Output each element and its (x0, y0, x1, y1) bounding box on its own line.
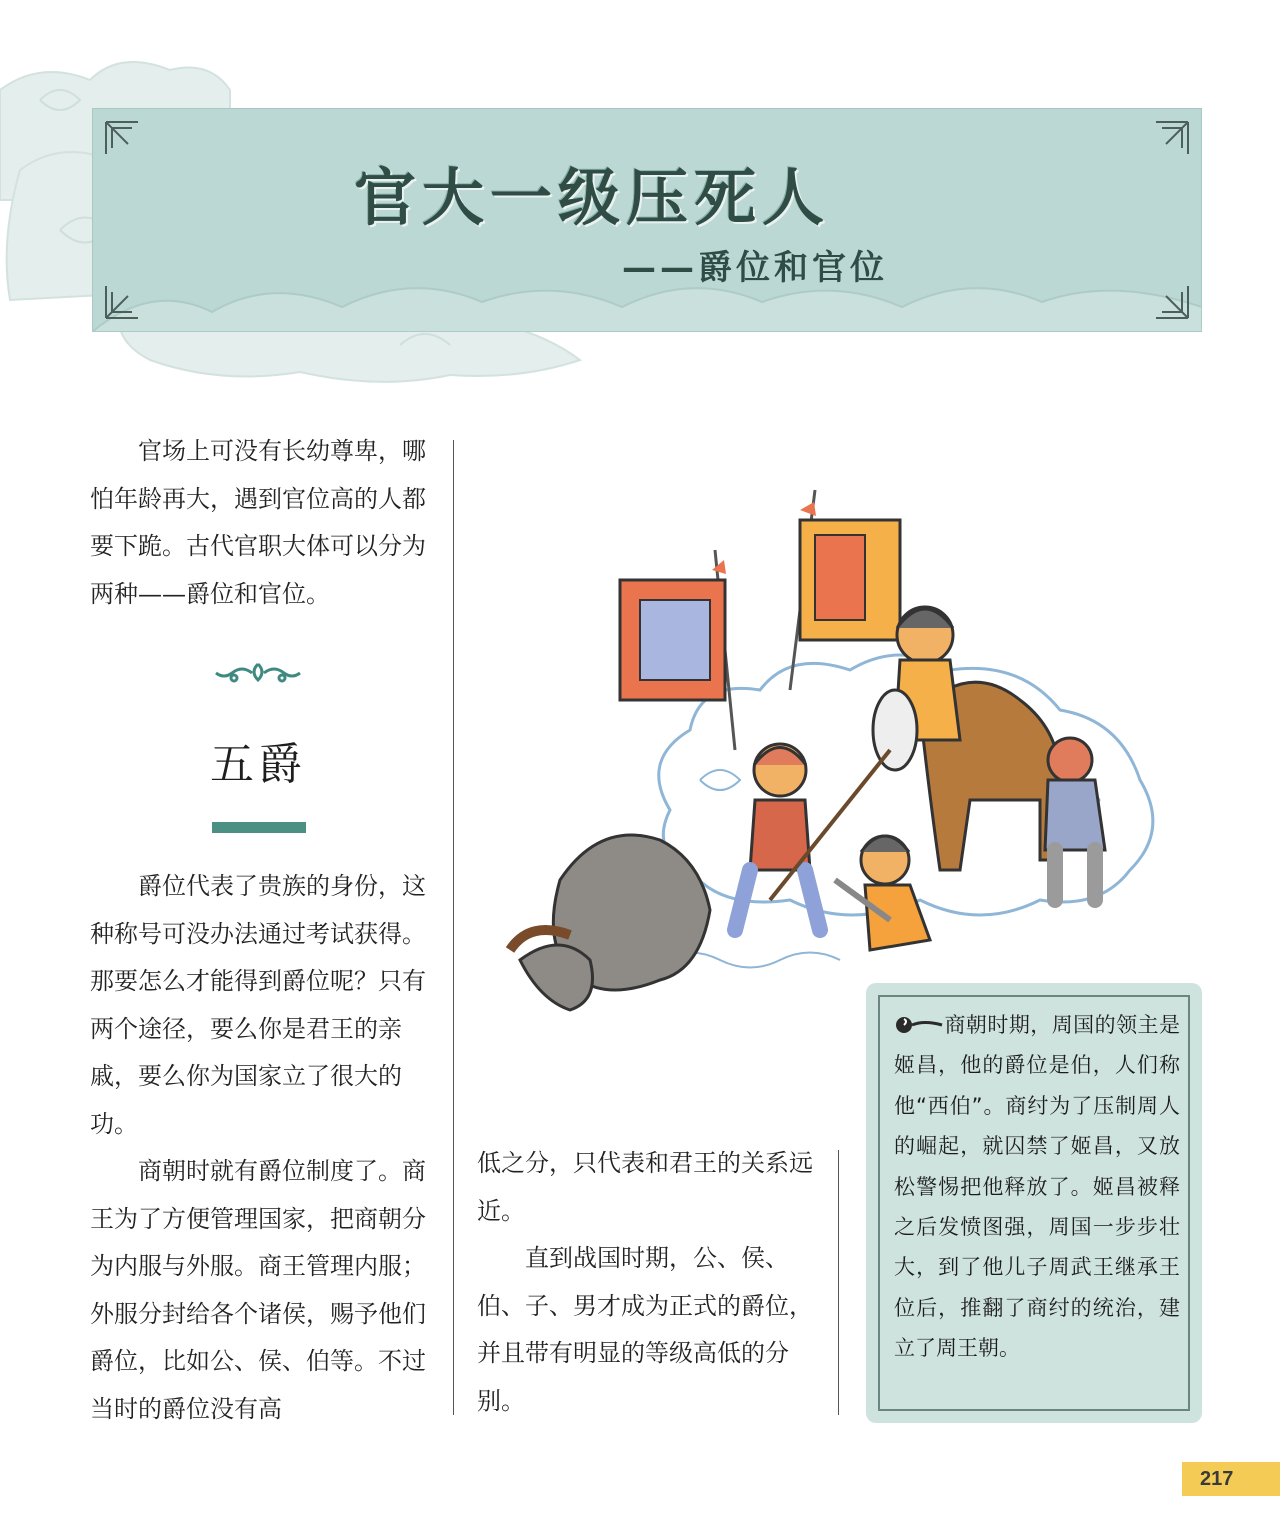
note-content (894, 1005, 1180, 1369)
paragraph: 商朝时就有爵位制度了。商王为了方便管理国家，把商朝分为内服与外服。商王管理内服；外服分封给各个诸侯，赐予他们爵位，比如公、侯、伯等。不过当时的爵位没有高 (90, 1157, 426, 1423)
title-banner (92, 108, 1202, 332)
section-body-continued (477, 1140, 822, 1425)
note-text: 商朝时期，周国的领主是姬昌，他的爵位是伯，人们称他“西伯”。商纣为了压制周人的崛起，就囚禁了姬昌，又放松警惕把他释放了。姬昌被释之后发愤图强，周国一步步壮大，到了他儿子周武王继承王位后，推翻了商纣的统治，建立了周王朝。 (894, 1013, 1180, 1361)
intro-text: 官场上可没有长幼尊卑，哪怕年龄再大，遇到官位高的人都要下跪。古代官职大体可以分为两种——爵位和官位。 (90, 437, 426, 608)
page-subtitle: ——爵位和官位 (622, 248, 888, 288)
cloud-swirl-icon (894, 1016, 944, 1034)
paragraph: 直到战国时期，公、侯、伯、子、男才成为正式的爵位，并且带有明显的等级高低的分别。 (477, 1244, 813, 1415)
page-number: 217 (1182, 1462, 1280, 1496)
paragraph-continued: 低之分，只代表和君王的关系远近。 (477, 1149, 813, 1225)
column-divider (838, 1150, 839, 1415)
column-divider (453, 440, 454, 1415)
corner-ornament (1154, 120, 1190, 156)
corner-ornament (1154, 284, 1190, 320)
corner-ornament (104, 120, 140, 156)
note-box (866, 983, 1202, 1423)
page-title: 官大一级压死人 (354, 161, 831, 234)
intro-paragraph (90, 428, 435, 618)
section-heading: 五爵 (210, 739, 306, 790)
section-body (90, 863, 435, 1433)
corner-ornament (104, 284, 140, 320)
heading-underline (212, 822, 306, 833)
cloud-ornament-icon (212, 660, 304, 686)
battle-illustration (500, 480, 1190, 1050)
paragraph: 爵位代表了贵族的身份，这种称号可没办法通过考试获得。那要怎么才能得到爵位呢？只有两个途径，要么你是君王的亲戚，要么你为国家立了很大的功。 (90, 872, 426, 1138)
